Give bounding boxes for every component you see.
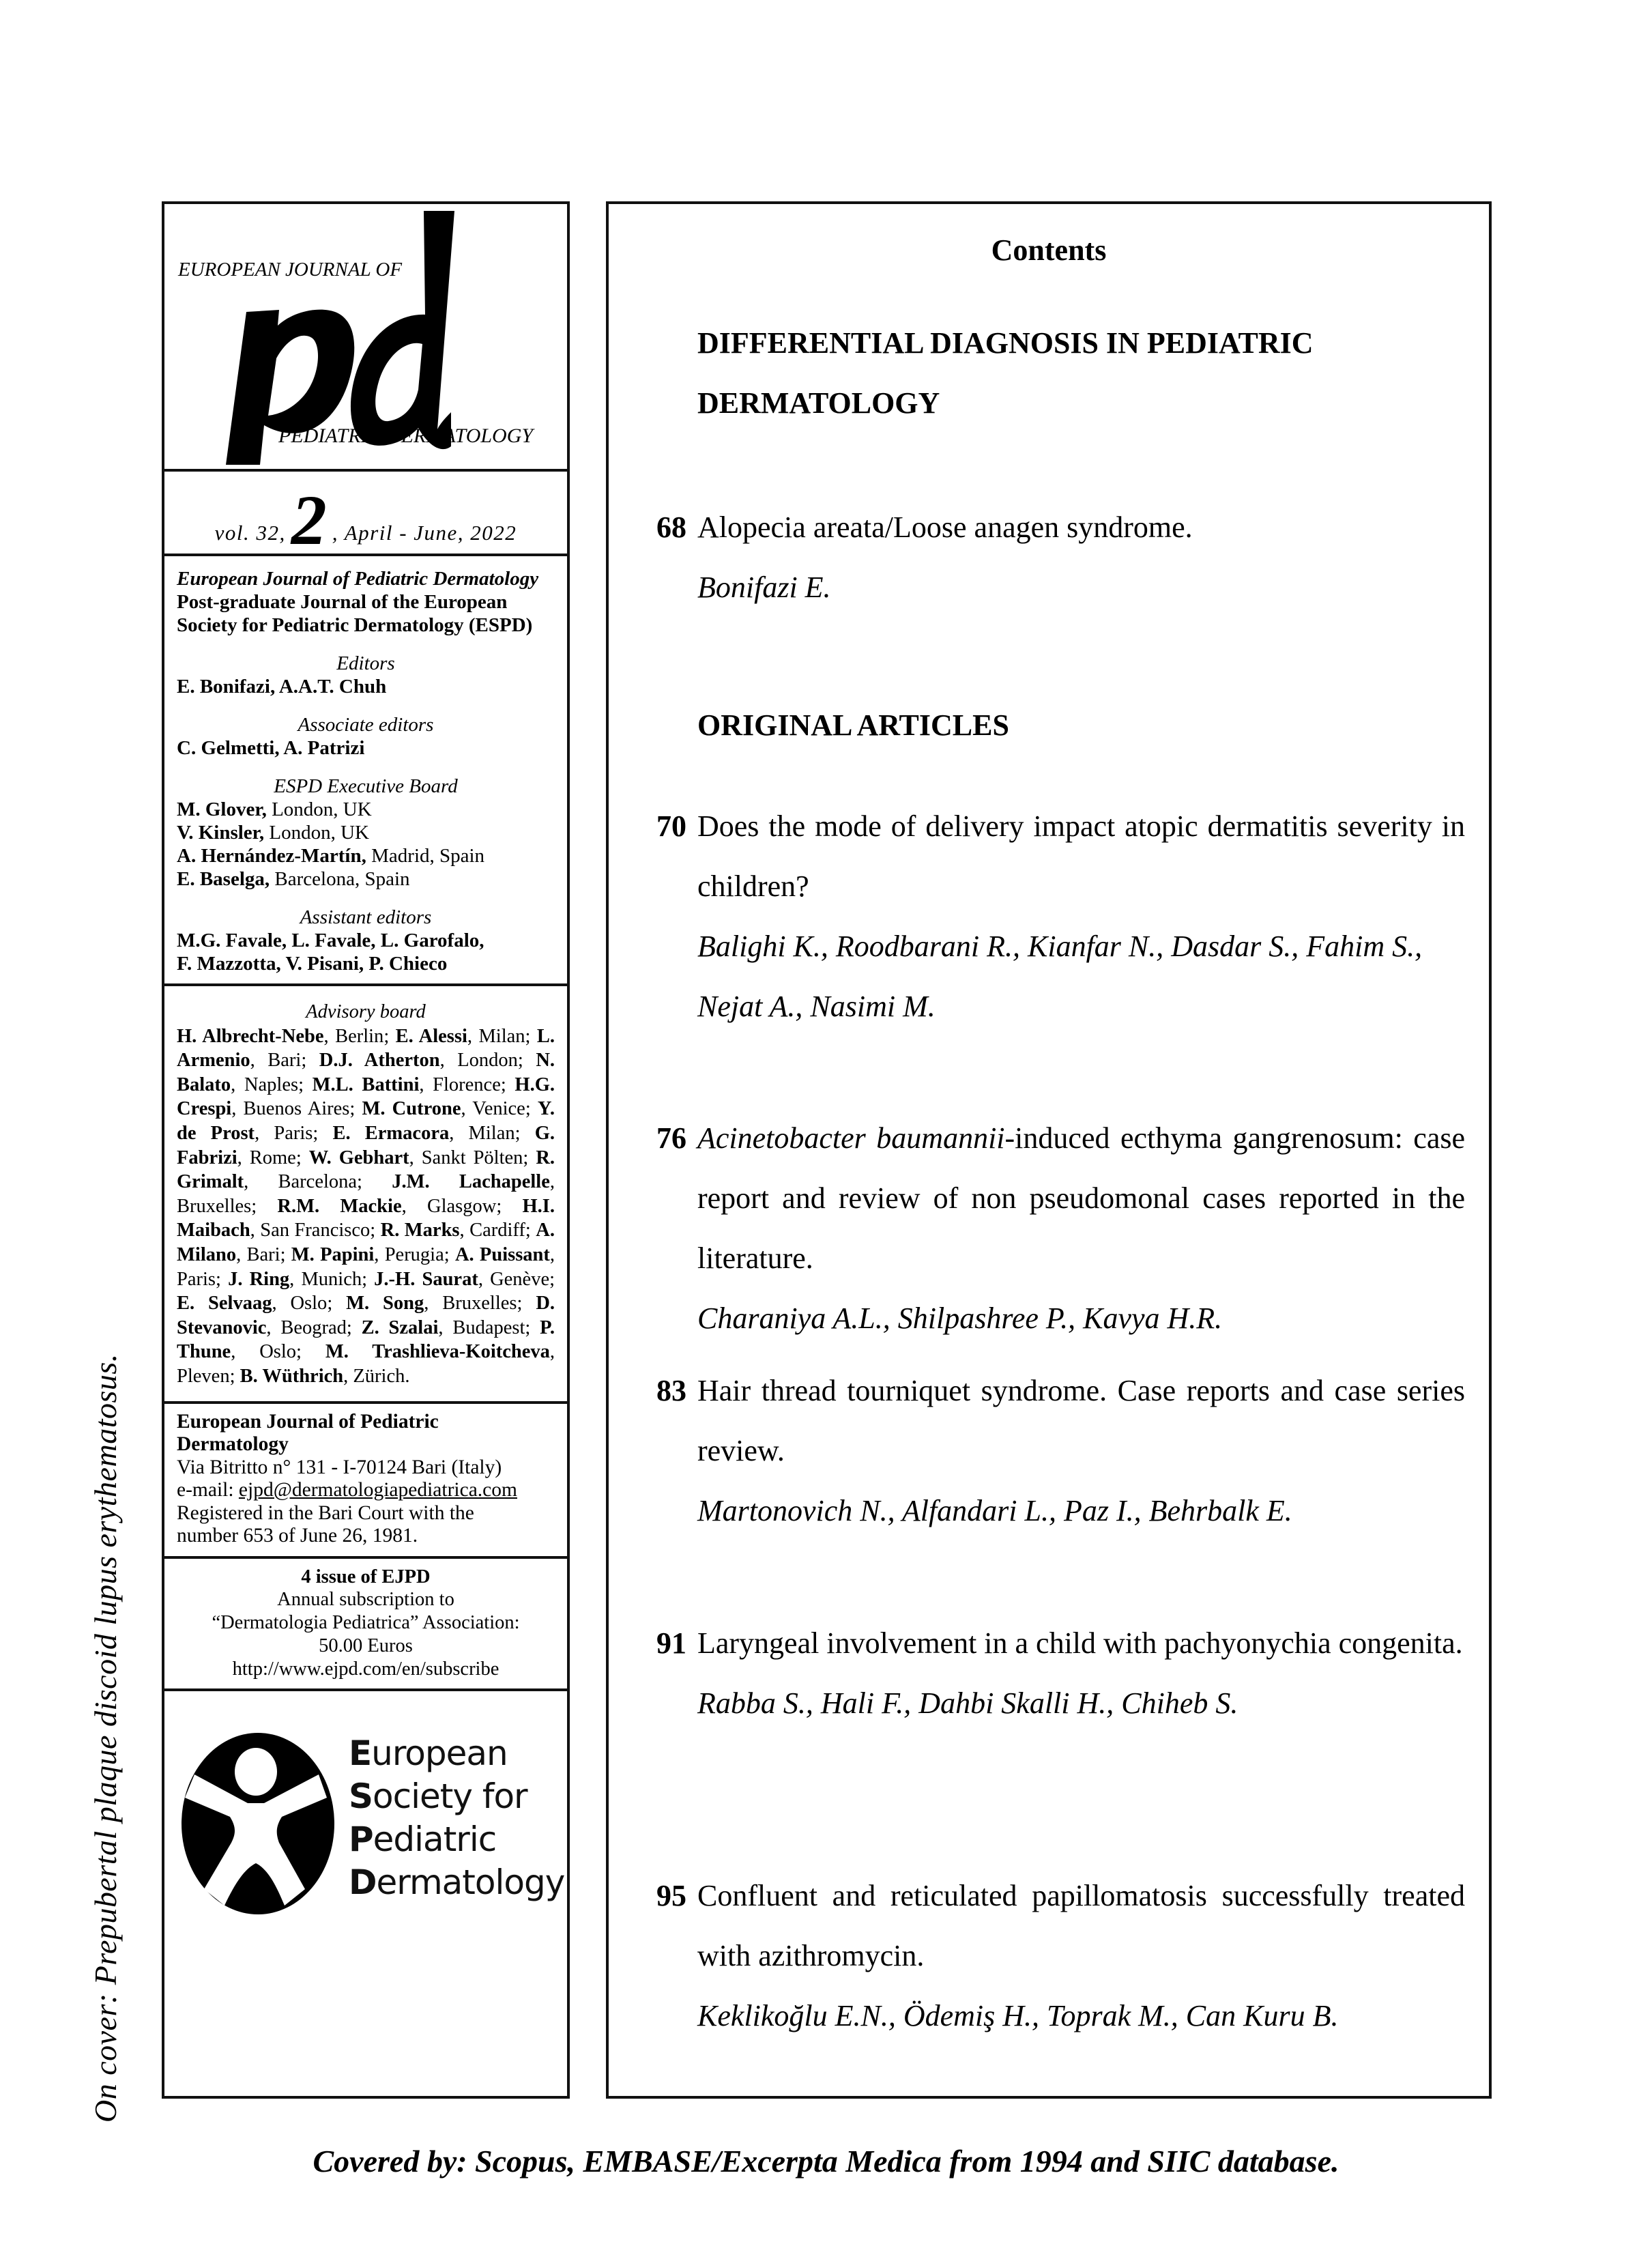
advisory-member-name: M.L. Battini: [312, 1074, 420, 1095]
advisory-member-name: M. Papini: [291, 1243, 375, 1265]
toc-entry[interactable]: [656, 1866, 1465, 2046]
espd-logo: [164, 1691, 567, 1947]
advisory-member-name: A. Puissant: [454, 1243, 550, 1265]
advisory-member-place: Sankt Pölten: [421, 1147, 523, 1168]
advisory-member-place: Paris: [177, 1268, 216, 1290]
advisory-member-name: M. Trashlieva-Koitcheva: [325, 1341, 550, 1363]
toc-page-number: 91: [656, 1626, 686, 1660]
toc-entry[interactable]: [656, 1361, 1465, 1541]
board-member: A. Hernández-Martín, Madrid, Spain: [177, 845, 485, 867]
advisory-member-name: J.M. Lachapelle: [392, 1171, 550, 1193]
advisory-member-place: Rome: [249, 1147, 296, 1168]
advisory-member-place: Budapest: [452, 1317, 525, 1338]
advisory-member-name: L. Armenio: [177, 1025, 555, 1072]
advisory-board: [164, 986, 567, 1404]
advisory-member-place: Milan: [468, 1122, 515, 1144]
advisory-member-place: Florence: [433, 1074, 501, 1095]
advisory-member-name: R. Grimalt: [177, 1147, 555, 1193]
subscription-info: [164, 1559, 567, 1692]
editorial-board: [164, 556, 567, 986]
section-heading-differential-diagnosis: DIFFERENTIAL DIAGNOSIS IN PEDIATRIC DERMATOLOGY: [697, 326, 1314, 420]
section-heading-original-articles: ORIGINAL ARTICLES: [697, 708, 1009, 742]
toc-title: Does the mode of delivery impact atopic dermatitis severity in children?: [697, 809, 1465, 903]
advisory-member-name: B. Wüthrich: [240, 1365, 344, 1387]
logo-title-bottom: PEDIATRIC DERMATOLOGY: [278, 425, 534, 447]
address-journal-name: European Journal of Pediatric Dermatology: [177, 1410, 439, 1455]
advisory-member-name: E. Selvaag: [177, 1293, 272, 1314]
advisory-member-name: P. Thune: [177, 1317, 555, 1363]
advisory-member-name: A. Milano: [177, 1220, 555, 1265]
toc-page-number: 76: [656, 1121, 686, 1155]
logo-title-top: EUROPEAN JOURNAL OF: [178, 259, 403, 281]
toc-authors: Bonifazi E.: [697, 571, 831, 604]
toc-title: Confluent and reticulated papillomatosis successfully treated with azithromycin.: [697, 1879, 1465, 1972]
toc-entry[interactable]: [656, 498, 1465, 618]
advisory-member-place: Bari: [246, 1243, 280, 1265]
advisory-member-place: London: [457, 1050, 518, 1072]
espd-name: European Society for Pediatric Dermatology: [349, 1734, 565, 1903]
toc-authors: Charaniya A.L., Shilpashree P., Kavya H.R.: [697, 1302, 1223, 1335]
subscription-url[interactable]: http://www.ejpd.com/en/subscribe: [232, 1658, 499, 1680]
email-line: e-mail: ejpd@dermatologiapediatrica.com: [177, 1479, 517, 1501]
editors-label: Editors: [336, 652, 395, 674]
advisory-member-place: Munich: [301, 1268, 362, 1290]
advisory-member-place: Barcelona: [278, 1171, 358, 1193]
toc-authors: Martonovich N., Alfandari L., Paz I., Behrbalk E.: [697, 1494, 1292, 1527]
advisory-member-place: Paris: [274, 1122, 313, 1144]
advisory-member-place: Venice: [472, 1098, 525, 1120]
assistant-editors-names: M.G. Favale, L. Favale, L. Garofalo, F. Mazzotta, V. Pisani, P. Chieco: [177, 930, 484, 975]
advisory-member-name: D. Stevanovic: [177, 1293, 555, 1338]
toc-title: Hair thread tourniquet syndrome. Case reports and case series review.: [697, 1374, 1465, 1467]
executive-board-list: [177, 798, 555, 891]
advisory-member-name: M. Cutrone: [362, 1098, 461, 1120]
advisory-member-name: D.J. Atherton: [319, 1050, 440, 1072]
toc-entry[interactable]: [656, 1613, 1465, 1734]
advisory-member-name: M. Song: [346, 1293, 424, 1314]
advisory-member-name: N. Balato: [177, 1050, 555, 1095]
advisory-member-name: Y. de Prost: [177, 1098, 555, 1144]
toc-authors: Rabba S., Hali F., Dahbi Skalli H., Chiheb S.: [697, 1686, 1238, 1720]
advisory-member-place: Oslo: [290, 1293, 328, 1314]
advisory-member-name: E. Alessi: [395, 1025, 467, 1047]
advisory-member-place: Bruxelles: [442, 1293, 517, 1314]
advisory-board-members: H. Albrecht-Nebe, Berlin; E. Alessi, Milan; L. Armenio, Bari; D.J. Atherton, London; N. Balato, Naples; M.L. Battini, Florence; H.G. Crespi, Buenos Aires; M. Cutrone, Venice; Y. de Prost, Paris; E. Ermacora, Milan; G. Fabrizi, Rome; W. Gebhart, Sankt Pölten; R. Grimalt, Barcelona; J.M. Lachapelle, Bruxelles; R.M. Mackie, Glasgow; H.I. Maibach, San Francisco; R. Marks, Cardiff; A. Milano, Bari; M. Papini, Perugia; A. Puissant, Paris; J. Ring, Munich; J.-H. Saurat, Genève; E. Selvaag, Oslo; M. Song, Bruxelles; D. Stevanovic, Beograd; Z. Szalai, Budapest; P. Thune, Oslo; M. Trashlieva-Koitcheva, Pleven; B. Wüthrich, Zürich.: [177, 1025, 555, 1387]
advisory-member-place: Oslo: [259, 1341, 297, 1363]
coverage-note: Covered by: Scopus, EMBASE/Excerpta Medica from 1994 and SIIC database.: [313, 2144, 1339, 2179]
advisory-member-place: Berlin: [335, 1025, 384, 1047]
toc-title: Acinetobacter baumannii-induced ecthyma gangrenosum: case report and review of non pseudomonal cases reported in the literature.: [697, 1121, 1466, 1275]
advisory-member-place: Beograd: [280, 1317, 347, 1338]
board-member: M. Glover, London, UK: [177, 799, 372, 820]
journal-logo: [164, 204, 567, 472]
issue-date: , April - June, 2022: [332, 521, 517, 545]
advisory-member-name: H.G. Crespi: [177, 1074, 555, 1120]
toc-authors: Keklikoğlu E.N., Ödemiş H., Toprak M., Can Kuru B.: [697, 1999, 1339, 2032]
contents-title: Contents: [991, 233, 1107, 267]
advisory-member-place: Genève: [490, 1268, 550, 1290]
subscription-line: “Dermatologia Pediatrica” Association:: [212, 1612, 520, 1634]
espd-emblem-icon: [179, 1732, 336, 1915]
advisory-member-place: Buenos Aires: [243, 1098, 350, 1120]
volume-label: vol. 32,: [214, 521, 286, 545]
advisory-member-name: R.M. Mackie: [277, 1195, 402, 1217]
associate-editors-label: Associate editors: [298, 714, 434, 736]
editors-names: E. Bonifazi, A.A.T. Chuh: [177, 676, 387, 698]
subscription-line: Annual subscription to: [277, 1589, 454, 1611]
advisory-member-name: Z. Szalai: [361, 1317, 439, 1338]
advisory-member-place: Perugia: [384, 1243, 444, 1265]
journal-address: [164, 1404, 567, 1559]
advisory-member-place: Zürich: [353, 1365, 405, 1387]
associate-editors-names: C. Gelmetti, A. Patrizi: [177, 737, 365, 759]
advisory-member-place: Bruxelles: [177, 1195, 252, 1217]
advisory-member-place: Glasgow: [426, 1195, 497, 1217]
toc-authors: Balighi K., Roodbarani R., Kianfar N., Dasdar S., Fahim S., Nejat A., Nasimi M.: [697, 930, 1423, 1023]
subscription-title: 4 issue of EJPD: [301, 1566, 431, 1587]
contents-column: [606, 201, 1492, 2099]
advisory-member-name: E. Ermacora: [332, 1122, 450, 1144]
advisory-member-name: G. Fabrizi: [177, 1122, 555, 1168]
assistant-editors-label: Assistant editors: [300, 906, 432, 928]
toc-entry[interactable]: [656, 1108, 1465, 1349]
issue-number: 2: [291, 481, 327, 560]
advisory-member-name: R. Marks: [380, 1220, 460, 1241]
masthead-column: [162, 201, 570, 2099]
cover-caption: On cover: Prepubertal plaque discoid lupus erythematosus.: [88, 1353, 123, 2123]
advisory-board-label: Advisory board: [306, 1001, 426, 1022]
advisory-member-place: San Francisco: [260, 1220, 371, 1241]
advisory-member-name: H. Albrecht-Nebe: [177, 1025, 324, 1047]
advisory-member-place: Bari: [267, 1050, 302, 1072]
advisory-member-place: Pleven: [177, 1365, 230, 1387]
board-member: V. Kinsler, London, UK: [177, 822, 369, 844]
subscription-price: 50.00 Euros: [319, 1635, 413, 1656]
toc-page-number: 95: [656, 1879, 686, 1912]
toc-page-number: 83: [656, 1374, 686, 1407]
toc-page-number: 70: [656, 809, 686, 843]
toc-page-number: 68: [656, 511, 686, 544]
advisory-member-name: J.-H. Saurat: [374, 1268, 478, 1290]
street-address: Via Bitritto n° 131 - I-70124 Bari (Italy): [177, 1456, 502, 1478]
advisory-member-place: Milan: [478, 1025, 525, 1047]
advisory-member-place: Cardiff: [469, 1220, 525, 1241]
advisory-member-name: W. Gebhart: [308, 1147, 409, 1168]
advisory-member-name: H.I. Maibach: [177, 1195, 555, 1241]
journal-description: European Journal of Pediatric Dermatology Post-graduate Journal of the European Society for Pediatric Dermatology (ESPD): [177, 568, 539, 636]
advisory-member-place: Naples: [244, 1074, 299, 1095]
registration: Registered in the Bari Court with the number 653 of June 26, 1981.: [177, 1501, 474, 1547]
executive-board-label: ESPD Executive Board: [274, 775, 458, 797]
issue-info: [164, 472, 567, 560]
email-link[interactable]: ejpd@dermatologiapediatrica.com: [238, 1479, 517, 1501]
advisory-member-name: J. Ring: [228, 1268, 290, 1290]
toc-entry[interactable]: [656, 796, 1465, 1037]
toc-title: Laryngeal involvement in a child with pachyonychia congenita.: [697, 1626, 1463, 1660]
toc-title: Alopecia areata/Loose anagen syndrome.: [697, 511, 1193, 544]
board-member: E. Baselga, Barcelona, Spain: [177, 868, 410, 890]
